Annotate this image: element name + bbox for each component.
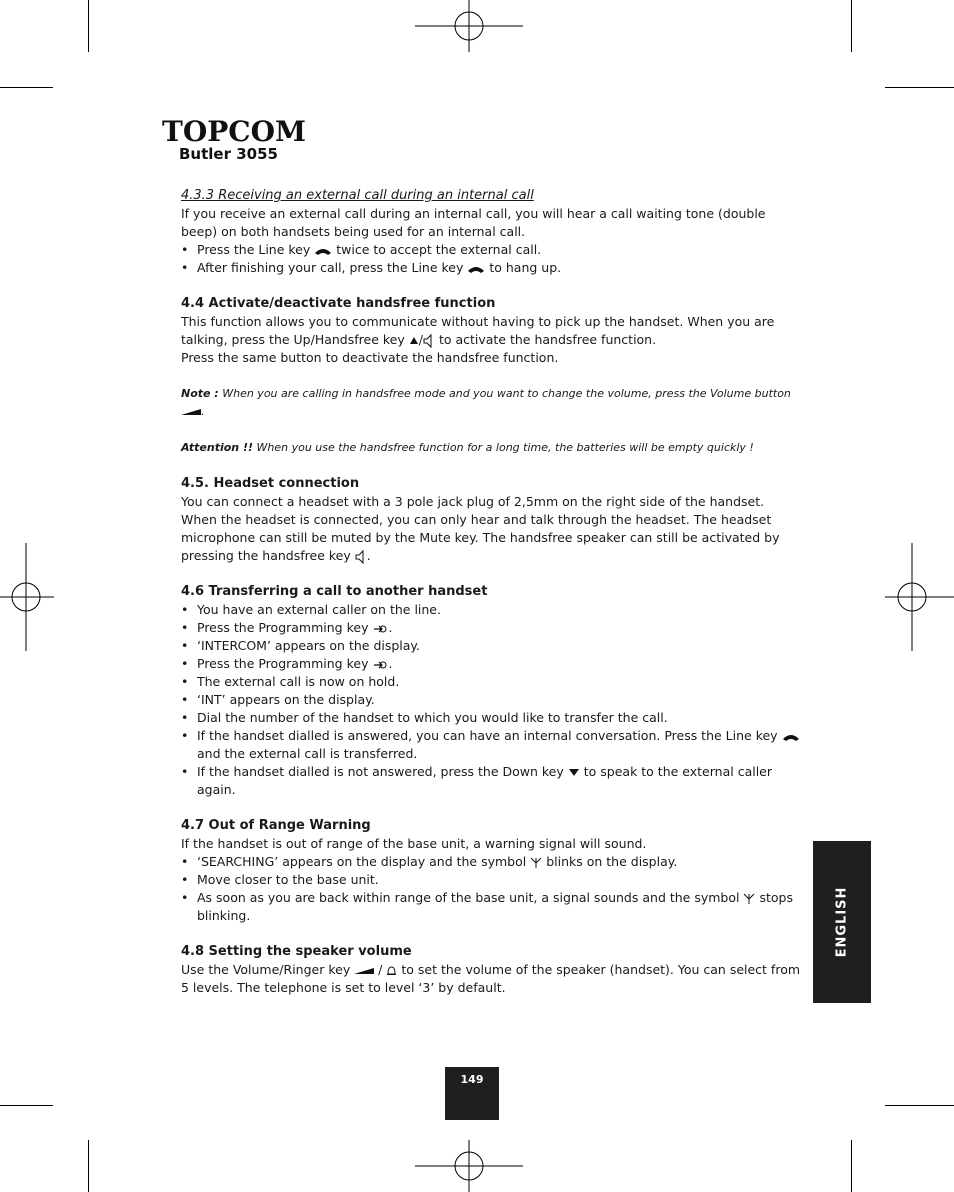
list-item: • After finishing your call, press the Line key to hang up.: [181, 259, 801, 277]
crop-mark: [88, 0, 89, 52]
registration-mark: [0, 543, 54, 651]
crop-mark: [885, 1105, 954, 1106]
crop-mark: [88, 1140, 89, 1192]
crop-mark: [851, 1140, 852, 1192]
list-item: • Move closer to the base unit.: [181, 871, 801, 889]
speaker-icon: [423, 334, 435, 348]
list-item: • Press the Programming key .: [181, 655, 801, 673]
crop-mark: [0, 87, 53, 88]
line-key-icon: [467, 264, 485, 274]
up-arrow-icon: [409, 336, 419, 345]
section-47-title: 4.7 Out of Range Warning: [181, 818, 371, 833]
note: Note : When you are calling in handsfree mode and you want to change the volume, press the Volume button .: [181, 387, 791, 418]
bell-icon: [386, 965, 397, 977]
list-item: • ‘INT’ appears on the display.: [181, 691, 801, 709]
registration-mark: [415, 0, 525, 52]
antenna-icon: [743, 893, 755, 905]
list-item: • As soon as you are back within range of the base unit, a signal sounds and the symbol stops blinking.: [181, 889, 801, 925]
list-item: • ‘SEARCHING’ appears on the display and the symbol blinks on the display.: [181, 853, 801, 871]
product-model: Butler 3055: [179, 145, 278, 163]
section-48-title: 4.8 Setting the speaker volume: [181, 944, 412, 959]
section-44-text-2: Press the same button to deactivate the handsfree function.: [181, 350, 559, 365]
line-key-icon: [782, 732, 800, 742]
crop-mark: [0, 1105, 53, 1106]
list-item: • ‘INTERCOM’ appears on the display.: [181, 637, 801, 655]
crop-mark: [885, 87, 954, 88]
attention-note: Attention !! When you use the handsfree function for a long time, the batteries will be empty quickly !: [181, 441, 754, 454]
list-item: • Press the Line key twice to accept the external call.: [181, 241, 801, 259]
speaker-icon: [355, 550, 367, 564]
volume-icon: [181, 408, 201, 416]
list-item: • The external call is now on hold.: [181, 673, 801, 691]
section-433-title: 4.3.3 Receiving an external call during an internal call: [181, 188, 534, 203]
section-48-text: Use the Volume/Ringer key / to set the volume of the speaker (handset). You can select from 5 levels. The telephone is set to level ‘3’ by default.: [181, 962, 801, 995]
section-433-text: If you receive an external call during an internal call, you will hear a call waiting tone (double beep) on both handsets being used for an internal call.: [181, 206, 766, 239]
list-item: • If the handset dialled is not answered, press the Down key to speak to the external caller again.: [181, 763, 801, 799]
down-arrow-icon: [568, 768, 580, 777]
list-item: • Press the Programming key .: [181, 619, 801, 637]
registration-mark: [415, 1140, 525, 1192]
programming-key-icon: [372, 659, 388, 671]
programming-key-icon: [372, 623, 388, 635]
section-45-title: 4.5. Headset connection: [181, 476, 360, 491]
volume-icon: [354, 967, 374, 975]
crop-mark: [851, 0, 852, 52]
brand-logo: [162, 112, 306, 148]
section-45-text: You can connect a headset with a 3 pole jack plug of 2,5mm on the right side of the handset. When the headset is connected, you can only hear and talk through the headset. The headset microphone can still be muted by the Mute key. The handsfree speaker can still be activated by pressing the handsfree key .: [181, 494, 780, 563]
line-key-icon: [314, 246, 332, 256]
registration-mark: [885, 543, 954, 651]
language-tab: [813, 841, 871, 1003]
language-tab-label: ENGLISH: [834, 886, 850, 958]
list-item: • You have an external caller on the line.: [181, 601, 801, 619]
page-content: [181, 187, 801, 997]
page-number: 149: [445, 1067, 499, 1120]
list-item: • If the handset dialled is answered, you can have an internal conversation. Press the Line key and the external call is transferred.: [181, 727, 801, 763]
brand-logo-text: TOPCOM: [162, 115, 306, 148]
list-item: • Dial the number of the handset to which you would like to transfer the call.: [181, 709, 801, 727]
section-44-title: 4.4 Activate/deactivate handsfree function: [181, 296, 496, 311]
antenna-icon: [530, 857, 542, 869]
section-46-title: 4.6 Transferring a call to another handset: [181, 584, 488, 599]
section-47-text: If the handset is out of range of the base unit, a warning signal will sound.: [181, 836, 647, 851]
section-44-text: This function allows you to communicate without having to pick up the handset. When you are talking, press the Up/Handsfree key / to activate the handsfree function.: [181, 314, 775, 347]
